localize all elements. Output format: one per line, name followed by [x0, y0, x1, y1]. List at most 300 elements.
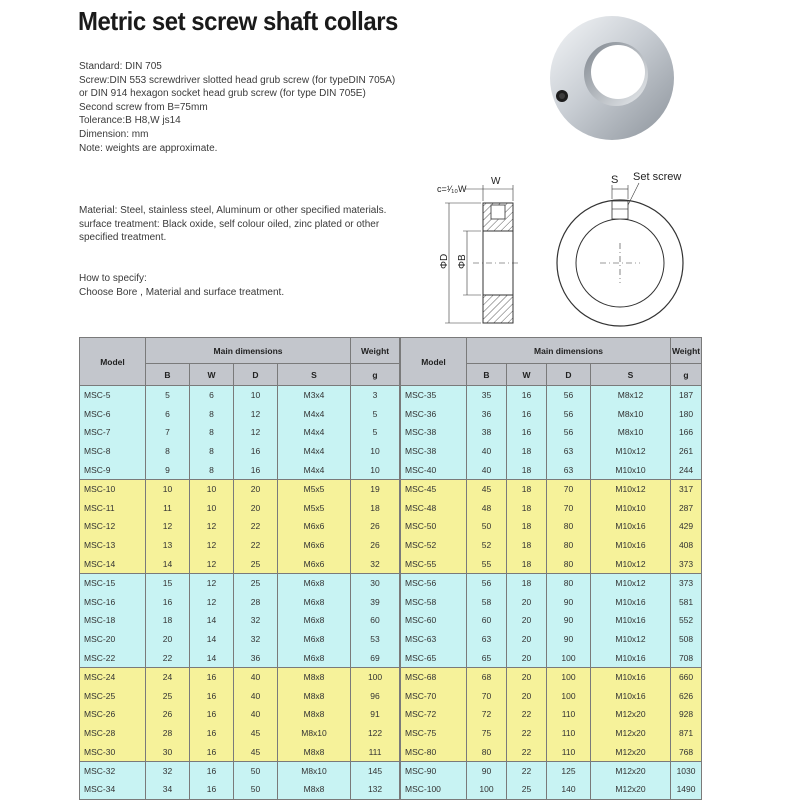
table-row [401, 461, 702, 480]
table-row [401, 536, 702, 555]
cell-b: 28 [146, 724, 190, 743]
cell-g: 660 [671, 667, 702, 686]
cell-s: M10x16 [591, 611, 671, 630]
table-body-right [401, 386, 702, 800]
cell-d: 70 [547, 498, 591, 517]
cell-s: M6x8 [278, 630, 351, 649]
table-row [80, 573, 400, 592]
table-row [80, 630, 400, 649]
cell-g: 5 [351, 423, 400, 442]
cell-g: 39 [351, 592, 400, 611]
cell-d: 16 [234, 461, 278, 480]
cell-b: 80 [467, 743, 507, 762]
table-row [80, 611, 400, 630]
cell-w: 18 [507, 461, 547, 480]
cell-g: 132 [351, 780, 400, 799]
cell-model: MSC-32 [80, 761, 146, 780]
cell-g: 429 [671, 517, 702, 536]
cell-model: MSC-60 [401, 611, 467, 630]
cell-s: M8x10 [278, 724, 351, 743]
cell-b: 100 [467, 780, 507, 799]
spec-second-screw: Second screw from B=75mm [79, 101, 208, 113]
cell-w: 25 [507, 780, 547, 799]
weight-header: Weight [671, 338, 702, 364]
cell-g: 261 [671, 442, 702, 461]
cell-w: 8 [190, 461, 234, 480]
table-row [80, 536, 400, 555]
cell-d: 22 [234, 536, 278, 555]
cell-model: MSC-15 [80, 573, 146, 592]
table-row [80, 461, 400, 480]
cell-w: 20 [507, 630, 547, 649]
table-body-left [80, 386, 400, 800]
cell-model: MSC-58 [401, 592, 467, 611]
cell-b: 14 [146, 555, 190, 574]
cell-s: M6x6 [278, 536, 351, 555]
cell-model: MSC-38 [401, 423, 467, 442]
cell-w: 22 [507, 705, 547, 724]
cell-d: 50 [234, 780, 278, 799]
cell-g: 581 [671, 592, 702, 611]
cell-g: 166 [671, 423, 702, 442]
s-header: S [278, 364, 351, 386]
cell-d: 56 [547, 404, 591, 423]
cell-s: M5x5 [278, 479, 351, 498]
cell-b: 18 [146, 611, 190, 630]
spec-tolerance: Tolerance:B H8,W js14 [79, 115, 181, 127]
cell-g: 30 [351, 573, 400, 592]
cell-g: 408 [671, 536, 702, 555]
cell-s: M5x5 [278, 498, 351, 517]
cell-model: MSC-90 [401, 761, 467, 780]
cell-g: 626 [671, 686, 702, 705]
cell-w: 22 [507, 761, 547, 780]
cell-b: 11 [146, 498, 190, 517]
specify-line: Choose Bore , Material and surface treatment. [79, 286, 285, 298]
cell-model: MSC-11 [80, 498, 146, 517]
model-header: Model [401, 338, 467, 386]
table-row [80, 442, 400, 461]
cell-s: M8x8 [278, 705, 351, 724]
table-row [80, 667, 400, 686]
cell-b: 24 [146, 667, 190, 686]
cell-d: 125 [547, 761, 591, 780]
cell-w: 16 [190, 761, 234, 780]
cell-d: 110 [547, 724, 591, 743]
g-header: g [351, 364, 400, 386]
table-row [80, 724, 400, 743]
cell-model: MSC-28 [80, 724, 146, 743]
cell-w: 16 [190, 686, 234, 705]
table-row [80, 761, 400, 780]
cell-model: MSC-24 [80, 667, 146, 686]
cell-s: M12x20 [591, 761, 671, 780]
cell-model: MSC-56 [401, 573, 467, 592]
cell-b: 20 [146, 630, 190, 649]
table-row [401, 592, 702, 611]
cell-model: MSC-63 [401, 630, 467, 649]
cell-model: MSC-14 [80, 555, 146, 574]
cell-w: 18 [507, 517, 547, 536]
cell-s: M10x10 [591, 461, 671, 480]
cell-d: 40 [234, 667, 278, 686]
cell-b: 36 [467, 404, 507, 423]
cell-g: 26 [351, 517, 400, 536]
cell-w: 20 [507, 592, 547, 611]
cell-b: 15 [146, 573, 190, 592]
cell-b: 63 [467, 630, 507, 649]
cell-b: 9 [146, 461, 190, 480]
cell-s: M4x4 [278, 423, 351, 442]
cell-b: 65 [467, 649, 507, 668]
table-row [401, 498, 702, 517]
cell-s: M10x16 [591, 536, 671, 555]
cell-w: 18 [507, 479, 547, 498]
cell-model: MSC-6 [80, 404, 146, 423]
cell-g: 26 [351, 536, 400, 555]
cell-d: 90 [547, 611, 591, 630]
cell-g: 1490 [671, 780, 702, 799]
cell-d: 22 [234, 517, 278, 536]
cell-g: 180 [671, 404, 702, 423]
table-row [80, 592, 400, 611]
cell-s: M10x16 [591, 517, 671, 536]
table-row [401, 649, 702, 668]
cell-s: M10x12 [591, 442, 671, 461]
d-header: D [234, 364, 278, 386]
cell-d: 80 [547, 573, 591, 592]
cell-s: M10x10 [591, 498, 671, 517]
cell-b: 70 [467, 686, 507, 705]
table-row [80, 743, 400, 762]
b-dimension-label: ΦB [457, 254, 468, 269]
cell-b: 13 [146, 536, 190, 555]
table-row [80, 686, 400, 705]
cell-d: 36 [234, 649, 278, 668]
spec-standard: Standard: DIN 705 [79, 61, 162, 72]
cell-s: M10x12 [591, 573, 671, 592]
cell-b: 16 [146, 592, 190, 611]
cell-w: 8 [190, 404, 234, 423]
cell-w: 18 [507, 573, 547, 592]
cell-b: 45 [467, 479, 507, 498]
d-dimension-label: ΦD [439, 253, 450, 269]
cell-s: M12x20 [591, 705, 671, 724]
cell-g: 122 [351, 724, 400, 743]
cell-b: 72 [467, 705, 507, 724]
cell-model: MSC-9 [80, 461, 146, 480]
cell-model: MSC-13 [80, 536, 146, 555]
cell-w: 12 [190, 555, 234, 574]
cell-b: 10 [146, 479, 190, 498]
table-row [80, 780, 400, 799]
cell-b: 58 [467, 592, 507, 611]
cell-g: 708 [671, 649, 702, 668]
cell-b: 68 [467, 667, 507, 686]
cell-model: MSC-20 [80, 630, 146, 649]
cell-w: 16 [507, 423, 547, 442]
cell-s: M6x8 [278, 573, 351, 592]
g-header: g [671, 364, 702, 386]
cell-w: 14 [190, 630, 234, 649]
cell-s: M6x8 [278, 649, 351, 668]
cell-w: 22 [507, 743, 547, 762]
table-row [80, 386, 400, 405]
cell-g: 287 [671, 498, 702, 517]
cell-g: 871 [671, 724, 702, 743]
spec-text [79, 60, 399, 155]
main-dimensions-header: Main dimensions [467, 338, 671, 364]
cell-s: M3x4 [278, 386, 351, 405]
cell-b: 50 [467, 517, 507, 536]
table-row [401, 630, 702, 649]
cell-w: 18 [507, 442, 547, 461]
cell-g: 145 [351, 761, 400, 780]
specify-heading: How to specify: [79, 273, 147, 284]
cell-b: 26 [146, 705, 190, 724]
cell-model: MSC-45 [401, 479, 467, 498]
table-row [401, 442, 702, 461]
cell-g: 69 [351, 649, 400, 668]
cell-b: 38 [467, 423, 507, 442]
cell-model: MSC-65 [401, 649, 467, 668]
cell-model: MSC-52 [401, 536, 467, 555]
cell-s: M8x12 [591, 386, 671, 405]
cell-g: 10 [351, 461, 400, 480]
cell-s: M8x8 [278, 780, 351, 799]
cell-w: 16 [507, 386, 547, 405]
cell-g: 53 [351, 630, 400, 649]
table-row [401, 386, 702, 405]
cell-g: 32 [351, 555, 400, 574]
cell-model: MSC-5 [80, 386, 146, 405]
cell-g: 10 [351, 442, 400, 461]
cell-b: 7 [146, 423, 190, 442]
cell-w: 22 [507, 724, 547, 743]
cell-d: 90 [547, 630, 591, 649]
cell-s: M8x8 [278, 743, 351, 762]
cell-g: 1030 [671, 761, 702, 780]
table-row [401, 686, 702, 705]
cell-d: 63 [547, 461, 591, 480]
cell-w: 18 [507, 536, 547, 555]
cell-w: 16 [190, 667, 234, 686]
cell-g: 18 [351, 498, 400, 517]
cell-g: 373 [671, 573, 702, 592]
cell-d: 56 [547, 386, 591, 405]
surface-treatment-line: surface treatment: Black oxide, self colour oiled, zinc plated or other specified treatment. [79, 218, 380, 244]
table-row [401, 404, 702, 423]
cell-b: 34 [146, 780, 190, 799]
cell-g: 552 [671, 611, 702, 630]
cell-model: MSC-68 [401, 667, 467, 686]
cell-d: 25 [234, 555, 278, 574]
cell-d: 63 [547, 442, 591, 461]
cell-w: 6 [190, 386, 234, 405]
cell-model: MSC-48 [401, 498, 467, 517]
c-dimension-label: c=¹⁄₁₀W [437, 184, 467, 194]
cell-b: 8 [146, 442, 190, 461]
cell-model: MSC-18 [80, 611, 146, 630]
cell-model: MSC-16 [80, 592, 146, 611]
cell-g: 508 [671, 630, 702, 649]
cell-d: 90 [547, 592, 591, 611]
cell-b: 52 [467, 536, 507, 555]
cell-d: 45 [234, 743, 278, 762]
spec-screw: Screw:DIN 553 screwdriver slotted head grub screw (for typeDIN 705A) or DIN 914 hexagon socket head grub screw (for type DIN 705E) [79, 74, 396, 100]
cell-model: MSC-25 [80, 686, 146, 705]
cell-g: 317 [671, 479, 702, 498]
cell-w: 8 [190, 423, 234, 442]
cell-w: 16 [190, 724, 234, 743]
cell-g: 244 [671, 461, 702, 480]
main-dimensions-header: Main dimensions [146, 338, 351, 364]
cell-w: 12 [190, 517, 234, 536]
cell-s: M12x20 [591, 724, 671, 743]
cell-d: 110 [547, 743, 591, 762]
cell-model: MSC-22 [80, 649, 146, 668]
cell-d: 110 [547, 705, 591, 724]
cell-s: M4x4 [278, 404, 351, 423]
cell-s: M8x8 [278, 686, 351, 705]
cell-w: 12 [190, 592, 234, 611]
table-row [401, 573, 702, 592]
cell-s: M10x12 [591, 555, 671, 574]
cell-d: 16 [234, 442, 278, 461]
cell-w: 20 [507, 649, 547, 668]
cell-g: 5 [351, 404, 400, 423]
cell-b: 22 [146, 649, 190, 668]
cell-d: 25 [234, 573, 278, 592]
cell-d: 12 [234, 423, 278, 442]
table-row [80, 479, 400, 498]
cell-model: MSC-30 [80, 743, 146, 762]
cell-d: 20 [234, 498, 278, 517]
weight-header: Weight [351, 338, 400, 364]
cell-b: 75 [467, 724, 507, 743]
spec-dimension: Dimension: mm [79, 128, 149, 140]
cell-w: 20 [507, 611, 547, 630]
table-row [80, 649, 400, 668]
cell-d: 10 [234, 386, 278, 405]
table-row [80, 498, 400, 517]
cell-w: 8 [190, 442, 234, 461]
cell-g: 111 [351, 743, 400, 762]
cell-w: 12 [190, 573, 234, 592]
cell-b: 48 [467, 498, 507, 517]
cell-b: 12 [146, 517, 190, 536]
cell-d: 28 [234, 592, 278, 611]
cell-s: M12x20 [591, 780, 671, 799]
cell-b: 35 [467, 386, 507, 405]
cell-model: MSC-38 [401, 442, 467, 461]
cell-model: MSC-26 [80, 705, 146, 724]
collar-table-right [400, 337, 702, 800]
d-header: D [547, 364, 591, 386]
cell-w: 16 [190, 743, 234, 762]
w-header: W [507, 364, 547, 386]
cell-d: 32 [234, 630, 278, 649]
cell-d: 100 [547, 686, 591, 705]
cell-w: 10 [190, 498, 234, 517]
table-row [401, 517, 702, 536]
cell-g: 91 [351, 705, 400, 724]
cell-s: M8x10 [591, 423, 671, 442]
cell-d: 40 [234, 686, 278, 705]
table-row [401, 761, 702, 780]
cell-w: 20 [507, 686, 547, 705]
cell-w: 14 [190, 611, 234, 630]
table-row [401, 724, 702, 743]
table-row [401, 423, 702, 442]
cell-s: M4x4 [278, 461, 351, 480]
cell-model: MSC-36 [401, 404, 467, 423]
cell-model: MSC-35 [401, 386, 467, 405]
cell-b: 30 [146, 743, 190, 762]
cell-g: 3 [351, 386, 400, 405]
cell-s: M12x20 [591, 743, 671, 762]
s-dimension-label: S [611, 174, 619, 186]
cell-g: 100 [351, 667, 400, 686]
cell-d: 140 [547, 780, 591, 799]
cell-d: 32 [234, 611, 278, 630]
cell-g: 373 [671, 555, 702, 574]
cell-b: 56 [467, 573, 507, 592]
cell-d: 80 [547, 517, 591, 536]
technical-drawing [425, 165, 705, 340]
table-row [401, 743, 702, 762]
cell-w: 10 [190, 479, 234, 498]
cell-w: 16 [190, 780, 234, 799]
material-text [79, 204, 399, 245]
cell-b: 32 [146, 761, 190, 780]
cell-b: 40 [467, 442, 507, 461]
cell-b: 55 [467, 555, 507, 574]
cell-w: 20 [507, 667, 547, 686]
cell-d: 70 [547, 479, 591, 498]
b-header: B [467, 364, 507, 386]
cell-s: M6x6 [278, 517, 351, 536]
cell-s: M8x10 [591, 404, 671, 423]
collar-table-left [79, 337, 400, 800]
w-dimension-label: W [491, 176, 501, 187]
table-row [401, 667, 702, 686]
cell-g: 928 [671, 705, 702, 724]
set-screw-label: Set screw [633, 171, 682, 183]
specify-text [79, 272, 399, 299]
cell-g: 187 [671, 386, 702, 405]
table-row [401, 780, 702, 799]
cell-w: 18 [507, 498, 547, 517]
cell-model: MSC-75 [401, 724, 467, 743]
cell-s: M6x8 [278, 611, 351, 630]
cell-model: MSC-8 [80, 442, 146, 461]
cell-d: 100 [547, 667, 591, 686]
table-row [80, 555, 400, 574]
cell-w: 12 [190, 536, 234, 555]
cell-model: MSC-55 [401, 555, 467, 574]
cell-s: M10x12 [591, 479, 671, 498]
model-header: Model [80, 338, 146, 386]
table-row [80, 423, 400, 442]
cell-d: 100 [547, 649, 591, 668]
cell-s: M6x8 [278, 592, 351, 611]
cell-model: MSC-7 [80, 423, 146, 442]
cell-g: 60 [351, 611, 400, 630]
cell-b: 5 [146, 386, 190, 405]
cell-model: MSC-80 [401, 743, 467, 762]
s-header: S [591, 364, 671, 386]
